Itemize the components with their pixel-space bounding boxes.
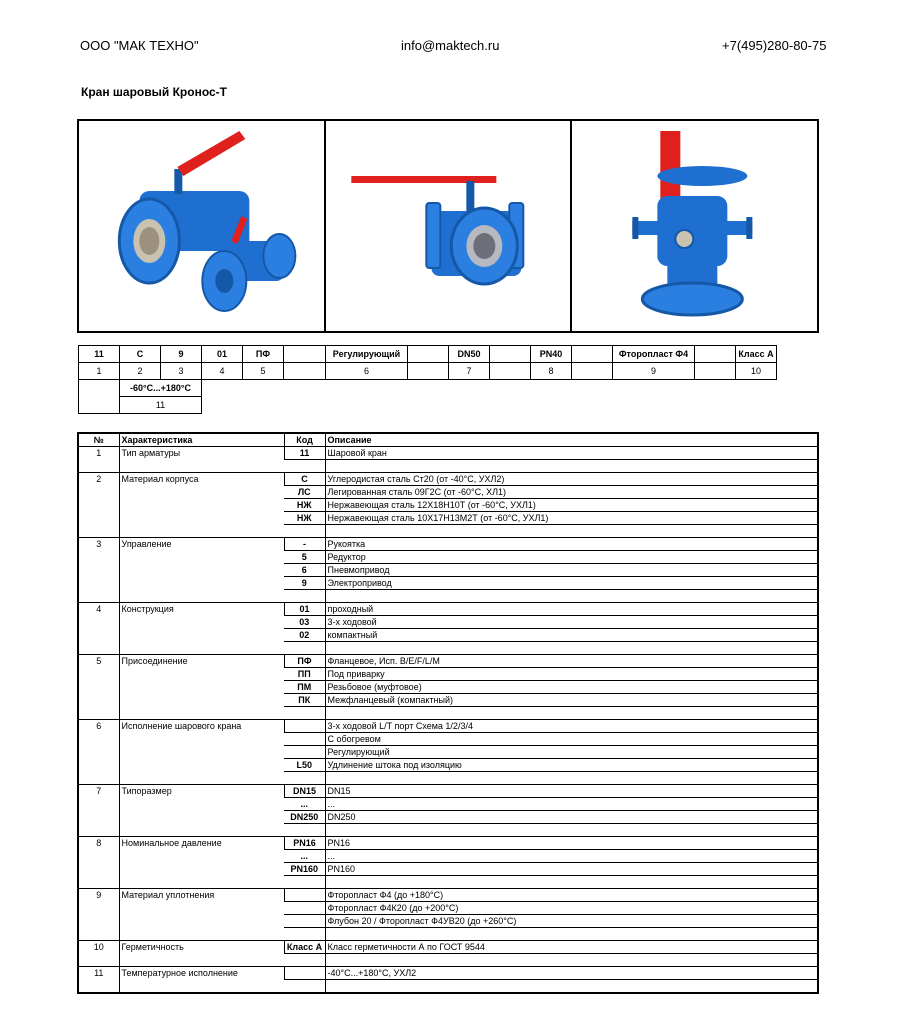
characteristic-name: Конструкция [119,603,284,655]
valve-image-3 [572,121,817,331]
index-cell: 9 [613,363,695,380]
description: Межфланцевый (компактный) [325,694,818,707]
code-cell: DN50 [449,346,490,363]
code-value: 5 [284,551,325,564]
characteristic-name: Тип арматуры [119,447,284,473]
code-value: НЖ [284,512,325,525]
description: проходный [325,603,818,616]
spacer-cell [325,525,818,538]
header-name: Характеристика [119,433,284,447]
description: Нержавеющая сталь 12Х18Н10Т (от -60°С, УХЛ1) [325,499,818,512]
code-value [284,902,325,915]
table-row [78,538,818,551]
index-cell: 2 [120,363,161,380]
index-cell: 10 [736,363,777,380]
spacer-cell [325,824,818,837]
index-cell [695,363,736,380]
spacer-cell [325,460,818,473]
description: Рукоятка [325,538,818,551]
index-cell [408,363,449,380]
spacer-cell [284,824,325,837]
code-value: ЛС [284,486,325,499]
code-value: 02 [284,629,325,642]
characteristics-table [77,432,819,994]
code-cell: PN40 [531,346,572,363]
photo-three-way-valve [326,121,573,331]
characteristic-name: Материал уплотнения [119,889,284,941]
description: PN160 [325,863,818,876]
row-number: 2 [78,473,119,538]
code-cell: 11 [79,346,120,363]
email[interactable]: info@maktech.ru [401,38,500,53]
code-index-row [79,363,777,380]
description: С обогревом [325,733,818,746]
product-photos [77,119,819,333]
description: DN250 [325,811,818,824]
spacer-cell [284,954,325,967]
code-value: Класс А [284,941,325,954]
photo-actuator-valve [572,121,817,331]
table-row [78,967,818,980]
code-value: ПФ [284,655,325,668]
table-row [78,785,818,798]
spacer-cell [284,772,325,785]
spacer-cell [284,525,325,538]
row-number: 9 [78,889,119,941]
description: ... [325,850,818,863]
table-row [78,720,818,733]
code-value: 01 [284,603,325,616]
temperature-code-cell: -60°С...+180°С [120,380,202,397]
description: Регулирующий [325,746,818,759]
index-cell: 6 [326,363,408,380]
characteristic-name: Герметичность [119,941,284,967]
description: компактный [325,629,818,642]
row-number: 5 [78,655,119,720]
code-value [284,889,325,902]
photo-two-valves [79,121,326,331]
description: -40°С...+180°С, УХЛ2 [325,967,818,980]
code-cell: 01 [202,346,243,363]
spacer-cell [284,707,325,720]
spacer-cell [284,876,325,889]
description: Резьбовое (муфтовое) [325,681,818,694]
company-name: ООО "МАК ТЕХНО" [80,38,199,53]
code-extra-row [79,380,777,397]
characteristic-name: Материал корпуса [119,473,284,538]
spacer-cell [325,772,818,785]
code-values-row [79,346,777,363]
row-number: 7 [78,785,119,837]
code-value: DN250 [284,811,325,824]
description: Фланцевое, Исп. B/E/F/L/M [325,655,818,668]
spacer-cell [284,590,325,603]
spacer-cell [284,642,325,655]
valve-image-1 [79,121,324,331]
index-cell: 7 [449,363,490,380]
description: Флубон 20 / Фторопласт Ф4УВ20 (до +260°С) [325,915,818,928]
table-row [78,837,818,850]
index-cell [572,363,613,380]
code-cell [695,346,736,363]
code-value: 9 [284,577,325,590]
row-number: 10 [78,941,119,967]
code-cell: Регулирующий [326,346,408,363]
temperature-index-cell: 11 [120,397,202,414]
code-cell: 9 [161,346,202,363]
description: Шаровой кран [325,447,818,460]
page-title: Кран шаровый Кронос-Т [81,85,227,99]
code-value: L50 [284,759,325,772]
valve-image-2 [326,121,571,331]
code-cell [284,346,326,363]
description: Класс герметичности А по ГОСТ 9544 [325,941,818,954]
description: ... [325,798,818,811]
index-cell [284,363,326,380]
index-cell: 1 [79,363,120,380]
code-value [284,733,325,746]
spacer-cell [325,642,818,655]
row-number: 8 [78,837,119,889]
characteristic-name: Управление [119,538,284,603]
row-number: 6 [78,720,119,785]
code-value: PN16 [284,837,325,850]
code-extra-index-row [79,397,777,414]
code-value [284,967,325,980]
code-value: ПК [284,694,325,707]
row-number: 1 [78,447,119,473]
code-cell: Фторопласт Ф4 [613,346,695,363]
code-value: PN160 [284,863,325,876]
spacer-cell [325,980,818,993]
header-code: Код [284,433,325,447]
characteristic-name: Температурное исполнение [119,967,284,993]
code-value: DN15 [284,785,325,798]
index-cell: 8 [531,363,572,380]
description: Легированная сталь 09Г2С (от -60°С, ХЛ1) [325,486,818,499]
code-cell: Класс А [736,346,777,363]
table-row [78,941,818,954]
code-value: ... [284,798,325,811]
index-cell: 3 [161,363,202,380]
table-row [78,447,818,460]
code-cell [408,346,449,363]
index-cell: 4 [202,363,243,380]
code-value: ПП [284,668,325,681]
spacer-cell [325,928,818,941]
description: Фторопласт Ф4К20 (до +200°С) [325,902,818,915]
row-number: 11 [78,967,119,993]
header-num: № [78,433,119,447]
description: PN16 [325,837,818,850]
code-value: 11 [284,447,325,460]
code-value [284,915,325,928]
table-row [78,603,818,616]
code-value [284,746,325,759]
code-cell [572,346,613,363]
code-value: ПМ [284,681,325,694]
spacer-cell [325,590,818,603]
spacer-cell [284,928,325,941]
code-value: С [284,473,325,486]
spacer-cell [325,876,818,889]
header-desc: Описание [325,433,818,447]
description: Пневмопривод [325,564,818,577]
code-value: 6 [284,564,325,577]
code-value: 03 [284,616,325,629]
description: Электропривод [325,577,818,590]
order-code-table [78,345,777,414]
index-cell: 5 [243,363,284,380]
description: Углеродистая сталь Ст20 (от -40°С, УХЛ2) [325,473,818,486]
description: Редуктор [325,551,818,564]
description: Нержавеющая сталь 10Х17Н13М2Т (от -60°С, УХЛ1) [325,512,818,525]
code-cell [490,346,531,363]
spacer-cell [284,460,325,473]
code-cell: С [120,346,161,363]
code-value: НЖ [284,499,325,512]
spacer-cell [325,707,818,720]
description: DN15 [325,785,818,798]
phone[interactable]: +7(495)280-80-75 [722,38,827,53]
description: 3-х ходовой L/T порт Схема 1/2/3/4 [325,720,818,733]
description: Фторопласт Ф4 (до +180°С) [325,889,818,902]
table-header-row [78,433,818,447]
description: Удлинение штока под изоляцию [325,759,818,772]
table-row [78,473,818,486]
code-cell: ПФ [243,346,284,363]
characteristic-name: Присоединение [119,655,284,720]
code-value [284,720,325,733]
spacer-cell [325,954,818,967]
characteristic-name: Исполнение шарового крана [119,720,284,785]
spacer-cell [284,980,325,993]
row-number: 3 [78,538,119,603]
row-number: 4 [78,603,119,655]
table-row [78,655,818,668]
characteristic-name: Типоразмер [119,785,284,837]
description: Под приварку [325,668,818,681]
code-value: - [284,538,325,551]
code-value: ... [284,850,325,863]
description: 3-х ходовой [325,616,818,629]
index-cell [490,363,531,380]
characteristic-name: Номинальное давление [119,837,284,889]
table-row [78,889,818,902]
